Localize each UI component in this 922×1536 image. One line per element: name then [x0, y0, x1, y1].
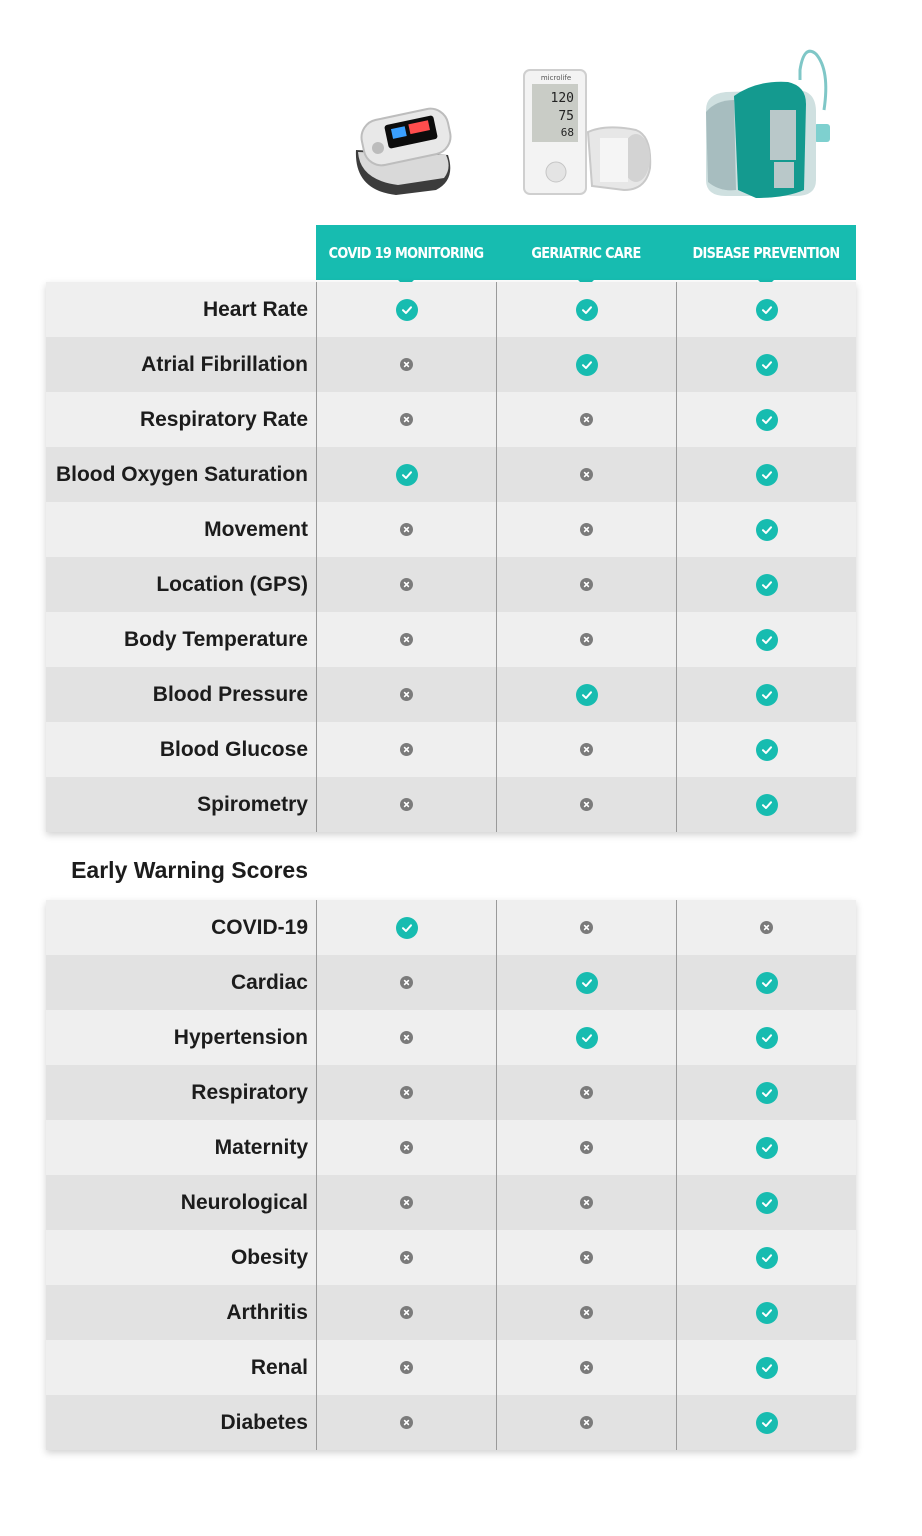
table-cell [316, 1175, 496, 1230]
cross-icon [400, 1361, 413, 1374]
cross-icon [400, 1141, 413, 1154]
row-label: Arthritis [226, 1300, 308, 1324]
table-row [46, 1230, 856, 1285]
check-icon [756, 684, 778, 706]
cross-icon [400, 523, 413, 536]
check-icon [756, 354, 778, 376]
check-icon [756, 299, 778, 321]
cross-icon [580, 1196, 593, 1209]
table-row [46, 1285, 856, 1340]
column-header-prevention: DISEASE PREVENTION [689, 225, 844, 280]
check-icon [756, 1192, 778, 1214]
table-cell [676, 447, 856, 502]
check-icon [756, 794, 778, 816]
monitor-brand: microlife [540, 74, 572, 82]
check-icon [756, 739, 778, 761]
row-label: Body Temperature [124, 627, 308, 651]
cross-icon [580, 413, 593, 426]
cross-icon [400, 633, 413, 646]
cross-icon [400, 1086, 413, 1099]
column-header-geriatric: GERIATRIC CARE [509, 225, 664, 280]
row-label: Spirometry [197, 792, 308, 816]
table-cell [676, 1230, 856, 1285]
cross-icon [400, 358, 413, 371]
monitor-reading-sys: 120 [550, 91, 574, 106]
check-icon [756, 464, 778, 486]
monitor-reading-dia: 75 [558, 109, 574, 124]
row-label: Obesity [230, 1245, 308, 1269]
table-row [46, 900, 856, 955]
cross-icon [400, 798, 413, 811]
wearable-armband-image [676, 40, 856, 215]
column-header-bar [316, 225, 856, 280]
table-cell [316, 392, 496, 447]
table-cell [496, 1120, 676, 1175]
check-icon [756, 1412, 778, 1434]
table-cell [496, 955, 676, 1010]
table-row [46, 447, 856, 502]
check-icon [756, 972, 778, 994]
cross-icon [580, 1416, 593, 1429]
table-cell [676, 557, 856, 612]
cross-icon [580, 1086, 593, 1099]
table-cell [496, 1230, 676, 1285]
early-warning-scores-table [46, 900, 856, 1450]
monitor-reading-pulse: 68 [560, 126, 574, 139]
table-cell [496, 502, 676, 557]
table-cell [496, 282, 676, 337]
table-row [46, 667, 856, 722]
table-cell [316, 1340, 496, 1395]
check-icon [756, 629, 778, 651]
check-icon [576, 684, 598, 706]
check-icon [576, 354, 598, 376]
row-label: Location (GPS) [156, 572, 308, 596]
table-cell [496, 557, 676, 612]
cross-icon [400, 743, 413, 756]
row-label: Maternity [214, 1135, 308, 1159]
table-row [46, 337, 856, 392]
column-header-covid: COVID 19 MONITORING [329, 225, 484, 280]
check-icon [576, 299, 598, 321]
check-icon [396, 917, 418, 939]
table-cell [676, 392, 856, 447]
table-cell [496, 447, 676, 502]
table-cell [316, 337, 496, 392]
table-cell [676, 1175, 856, 1230]
row-label: Heart Rate [202, 297, 308, 321]
check-icon [756, 574, 778, 596]
cross-icon [760, 921, 773, 934]
row-label: Renal [250, 1355, 308, 1379]
row-label: Diabetes [220, 1410, 308, 1434]
table-cell [496, 1010, 676, 1065]
cross-icon [400, 578, 413, 591]
table-cell [676, 722, 856, 777]
cross-icon [580, 633, 593, 646]
table-cell [496, 1065, 676, 1120]
table-row [46, 955, 856, 1010]
table-row [46, 722, 856, 777]
row-label: Cardiac [230, 970, 308, 994]
table-cell [316, 1230, 496, 1285]
table-cell [316, 777, 496, 832]
table-cell [496, 1175, 676, 1230]
check-icon [756, 1027, 778, 1049]
cross-icon [580, 468, 593, 481]
check-icon [756, 1137, 778, 1159]
row-label: Blood Oxygen Saturation [55, 462, 308, 486]
table-cell [316, 722, 496, 777]
table-cell [676, 1120, 856, 1175]
cross-icon [400, 1196, 413, 1209]
table-cell [676, 612, 856, 667]
table-cell [676, 1285, 856, 1340]
table-cell [676, 955, 856, 1010]
cross-icon [400, 413, 413, 426]
cross-icon [400, 1416, 413, 1429]
row-label: Neurological [180, 1190, 308, 1214]
table-cell [676, 1010, 856, 1065]
cross-icon [580, 921, 593, 934]
row-label: Atrial Fibrillation [141, 352, 308, 376]
table-cell [676, 1065, 856, 1120]
table-cell [676, 667, 856, 722]
table-cell [676, 900, 856, 955]
table-cell [676, 1395, 856, 1450]
table-row [46, 1395, 856, 1450]
table-row [46, 1065, 856, 1120]
cross-icon [400, 1251, 413, 1264]
row-label: Blood Pressure [152, 682, 308, 706]
row-label: COVID-19 [211, 915, 308, 939]
table-cell [316, 557, 496, 612]
row-label: Movement [204, 517, 308, 541]
table-cell [316, 1395, 496, 1450]
table-cell [496, 612, 676, 667]
table-row [46, 612, 856, 667]
table-cell [676, 502, 856, 557]
cross-icon [400, 976, 413, 989]
cross-icon [580, 743, 593, 756]
check-icon [396, 464, 418, 486]
table-row [46, 557, 856, 612]
check-icon [756, 1302, 778, 1324]
table-cell [316, 1010, 496, 1065]
table-row [46, 1120, 856, 1175]
cross-icon [400, 1306, 413, 1319]
check-icon [756, 1247, 778, 1269]
table-cell [316, 900, 496, 955]
row-label: Respiratory [191, 1080, 308, 1104]
cross-icon [580, 1306, 593, 1319]
pulse-oximeter-image [316, 40, 496, 215]
table-cell [676, 337, 856, 392]
device-images [316, 40, 856, 215]
check-icon [396, 299, 418, 321]
table-cell [496, 1395, 676, 1450]
table-row [46, 392, 856, 447]
cross-icon [580, 523, 593, 536]
row-label: Blood Glucose [159, 737, 308, 761]
cross-icon [580, 798, 593, 811]
row-label: Hypertension [173, 1025, 308, 1049]
table-row [46, 1340, 856, 1395]
check-icon [756, 519, 778, 541]
section-title-early-warning: Early Warning Scores [71, 856, 308, 883]
table-cell [676, 777, 856, 832]
table-cell [676, 282, 856, 337]
table-cell [496, 1285, 676, 1340]
table-row [46, 1010, 856, 1065]
cross-icon [400, 1031, 413, 1044]
cross-icon [580, 1251, 593, 1264]
table-cell [496, 722, 676, 777]
table-cell [496, 777, 676, 832]
row-label: Respiratory Rate [139, 407, 308, 431]
check-icon [576, 972, 598, 994]
table-row [46, 1175, 856, 1230]
table-row [46, 282, 856, 337]
check-icon [576, 1027, 598, 1049]
check-icon [756, 1082, 778, 1104]
vitals-table [46, 282, 856, 832]
cross-icon [580, 1141, 593, 1154]
table-cell [676, 1340, 856, 1395]
table-cell [316, 1065, 496, 1120]
table-cell [496, 667, 676, 722]
check-icon [756, 1357, 778, 1379]
blood-pressure-monitor-image [496, 40, 676, 215]
table-cell [496, 392, 676, 447]
table-cell [496, 900, 676, 955]
table-cell [496, 1340, 676, 1395]
table-row [46, 502, 856, 557]
table-cell [496, 337, 676, 392]
table-cell [316, 612, 496, 667]
table-cell [316, 1285, 496, 1340]
table-cell [316, 282, 496, 337]
table-cell [316, 447, 496, 502]
table-cell [316, 1120, 496, 1175]
check-icon [756, 409, 778, 431]
table-row [46, 777, 856, 832]
table-cell [316, 667, 496, 722]
cross-icon [580, 1361, 593, 1374]
cross-icon [400, 688, 413, 701]
table-cell [316, 502, 496, 557]
table-cell [316, 955, 496, 1010]
cross-icon [580, 578, 593, 591]
